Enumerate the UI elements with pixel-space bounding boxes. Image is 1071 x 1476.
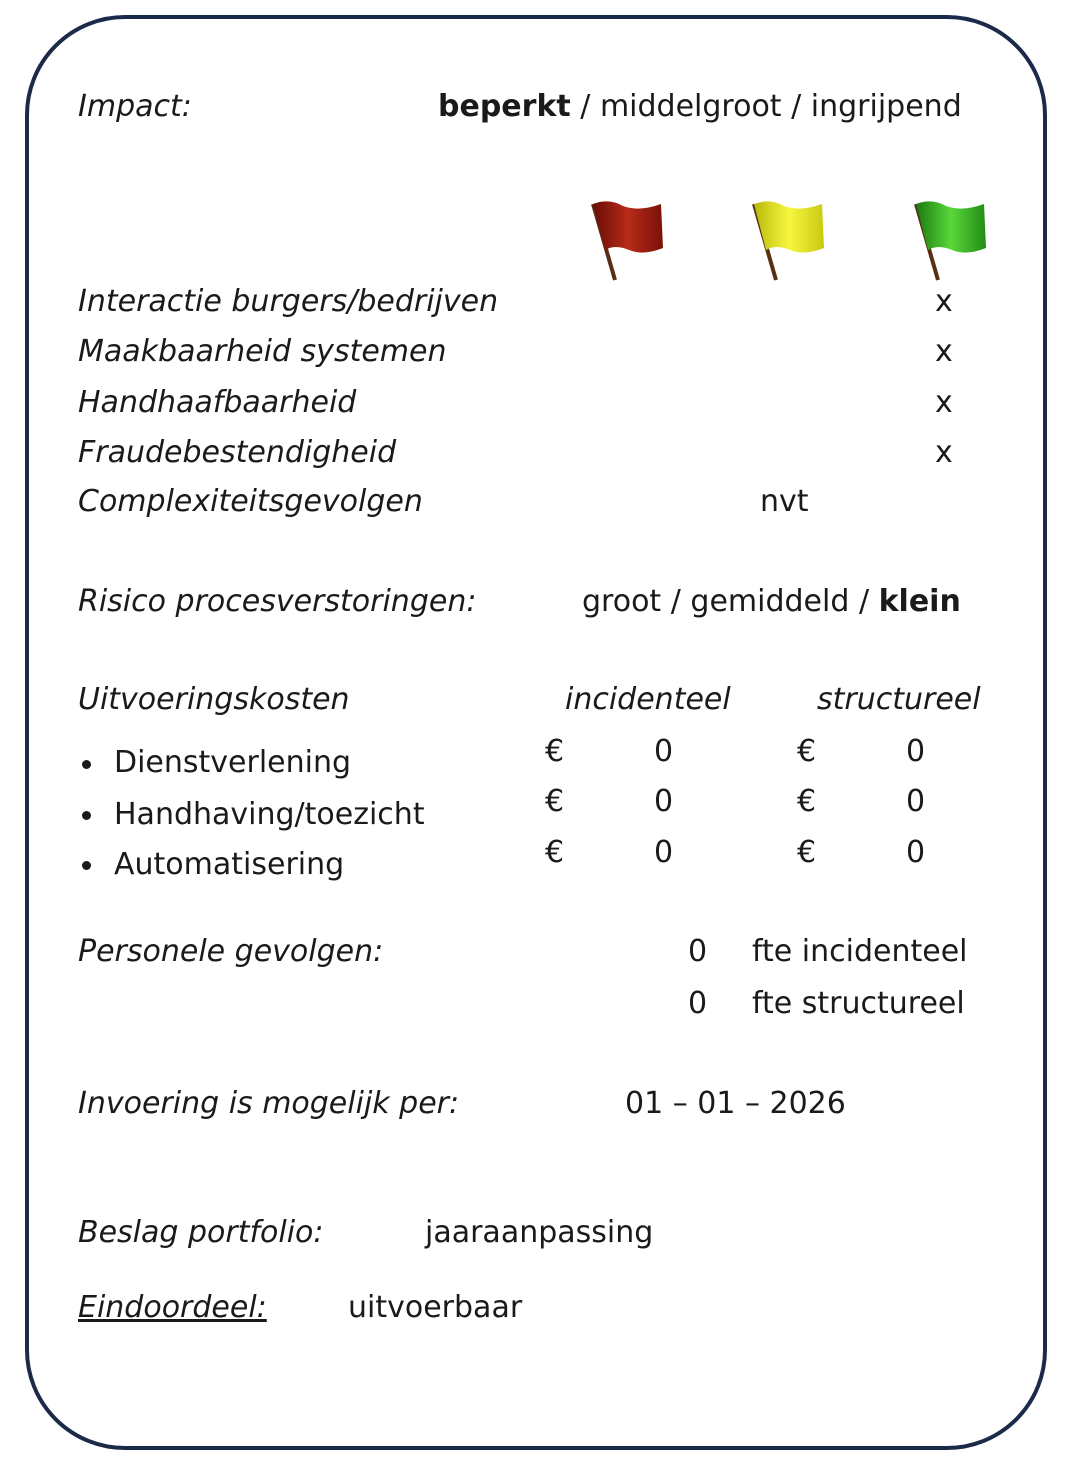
cost-incidental-value: 0 [654,835,674,870]
impact-label: Impact: [78,89,192,124]
risk-option-groot: groot [582,584,662,619]
criterion-mark: x [935,284,953,319]
personnel-structural-unit: fte structureel [752,986,965,1021]
yellow-flag-icon [748,198,828,282]
risk-option-klein: klein [878,584,961,619]
criterion-mark: x [935,435,953,470]
implementation-label: Invoering is mogelijk per: [78,1086,460,1121]
implementation-date: 01 – 01 – 2026 [625,1086,846,1121]
impact-separator: / [791,89,802,124]
currency-symbol: € [545,784,565,819]
personnel-incidental-value: 0 [688,934,708,969]
criterion-label: Fraudebestendigheid [78,435,397,470]
bullet [82,811,91,820]
impact-option-middelgroot: middelgroot [599,89,782,124]
personnel-structural-value: 0 [688,986,708,1021]
bullet [82,861,91,870]
criterion-mark: nvt [760,484,809,519]
cost-row-label: Automatisering [114,847,345,882]
criterion-label: Maakbaarheid systemen [78,334,447,369]
costs-col-incidental: incidenteel [565,682,731,717]
portfolio-value: jaaraanpassing [425,1215,654,1250]
verdict-label: Eindoordeel: [78,1290,267,1325]
currency-symbol: € [545,734,565,769]
criterion-label: Interactie burgers/bedrijven [78,284,499,319]
cost-row-label: Dienstverlening [114,745,352,780]
personnel-label: Personele gevolgen: [78,934,384,969]
risk-separator: / [858,584,870,619]
costs-label: Uitvoeringskosten [78,682,350,717]
impact-options [438,89,962,125]
risk-option-gemiddeld: gemiddeld [690,584,850,619]
criterion-mark: x [935,334,953,369]
personnel-incidental-unit: fte incidenteel [752,934,968,969]
criterion-label: Handhaafbaarheid [78,385,357,420]
risk-label: Risico procesverstoringen: [78,584,477,619]
verdict-value: uitvoerbaar [348,1290,523,1325]
bullet [82,760,91,769]
cost-structural-value: 0 [906,835,926,870]
portfolio-label: Beslag portfolio: [78,1215,324,1250]
currency-symbol: € [797,784,817,819]
costs-col-structural: structureel [817,682,981,717]
impact-option-beperkt: beperkt [438,89,571,124]
cost-structural-value: 0 [906,784,926,819]
cost-incidental-value: 0 [654,784,674,819]
criterion-mark: x [935,385,953,420]
criterion-label: Complexiteitsgevolgen [78,484,423,519]
currency-symbol: € [797,835,817,870]
cost-structural-value: 0 [906,734,926,769]
risk-separator: / [670,584,681,619]
impact-option-ingrijpend: ingrijpend [810,89,962,124]
green-flag-icon [910,198,990,282]
cost-row-label: Handhaving/toezicht [114,797,425,832]
currency-symbol: € [797,734,817,769]
red-flag-icon [587,198,667,282]
cost-incidental-value: 0 [654,734,674,769]
currency-symbol: € [545,835,565,870]
risk-options [582,584,961,620]
impact-separator: / [580,89,591,124]
